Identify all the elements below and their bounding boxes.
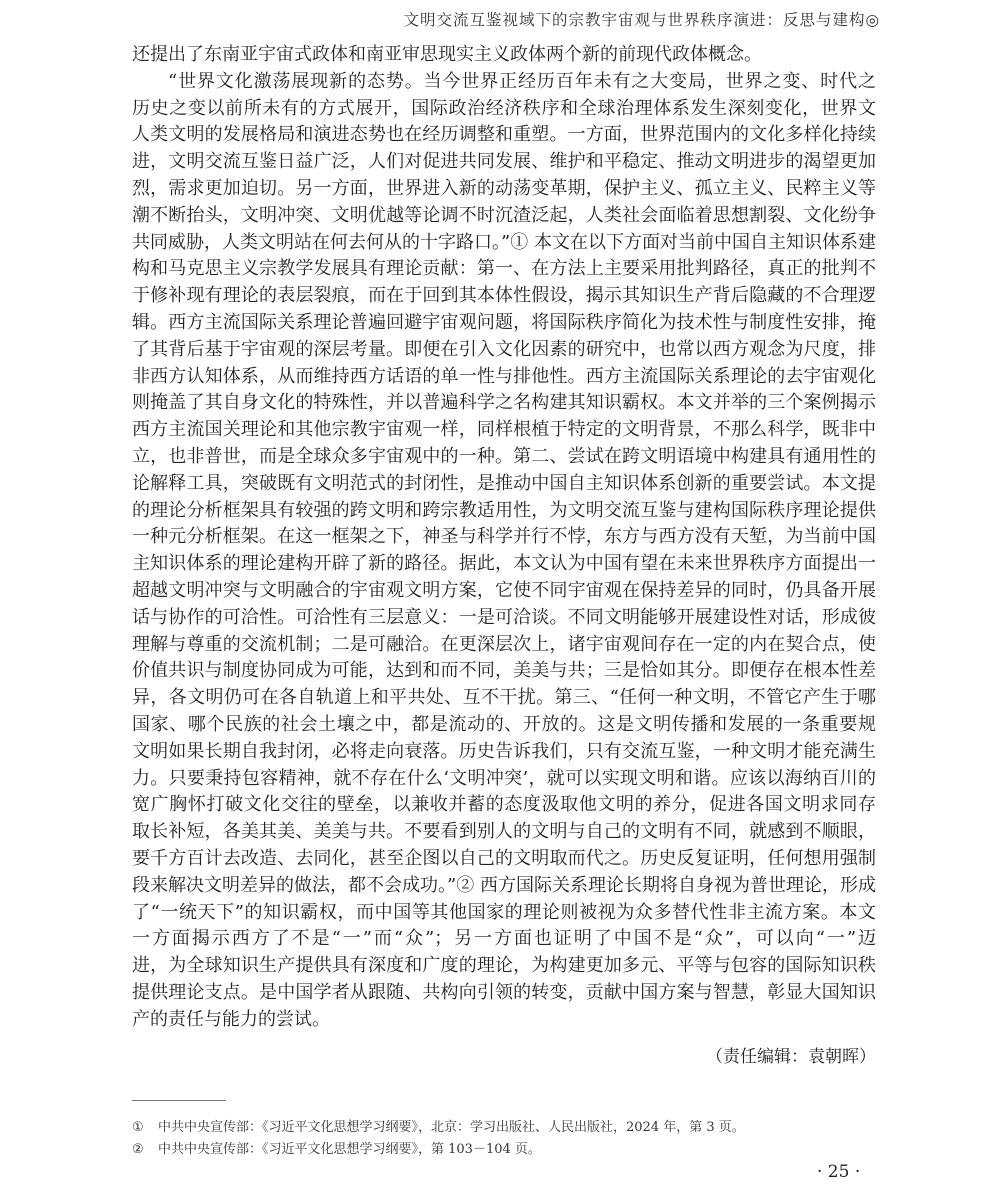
text-line: 提供理论支点。是中国学者从跟随、共构向引领的转变，贡献中国方案与智慧，彰显大国知识 bbox=[132, 981, 876, 1003]
text-line: 于修补现有理论的表层裂痕，而在于回到其本体性假设，揭示其知识生产背后隐藏的不合理逻 bbox=[132, 285, 876, 307]
text-line: 宽广胸怀打破文化交往的壁垒，以兼收并蓄的态度汲取他文明的养分，促进各国文明求同存 bbox=[132, 794, 876, 816]
footnote-1 bbox=[132, 1116, 745, 1135]
text-line: 了“一统天下”的知识霸权，而中国等其他国家的理论则被视为众多替代性非主流方案。本文 bbox=[132, 901, 876, 923]
text-line: 还提出了东南亚宇宙式政体和南亚审思现实主义政体两个新的前现代政体概念。 bbox=[132, 44, 762, 65]
footnote-2 bbox=[132, 1138, 541, 1157]
text-line: 进，为全球知识生产提供具有深度和广度的理论，为构建更加多元、平等与包容的国际知识秩 bbox=[132, 955, 876, 977]
text-line: 构和马克思主义宗教学发展具有理论贡献：第一、在方法上主要采用批判路径，真正的批判不 bbox=[132, 258, 876, 280]
text-line: 历史之变以前所未有的方式展开，国际政治经济秩序和全球治理体系发生深刻变化，世界文 bbox=[132, 97, 876, 119]
text-line: 文明如果长期自我封闭，必将走向衰落。历史告诉我们，只有交流互鉴，一种文明才能充满生 bbox=[132, 740, 876, 762]
text-line: 段来解决文明差异的做法，都不会成功。”② 西方国际关系理论长期将自身视为普世理论，形成 bbox=[132, 874, 876, 896]
text-line: 取长补短，各美其美、美美与共。不要看到别人的文明与自己的文明有不同，就感到不顺眼， bbox=[132, 821, 876, 843]
text-line: 进，文明交流互鉴日益广泛，人们对促进共同发展、维护和平稳定、推动文明进步的渴望更加 bbox=[132, 151, 876, 173]
footnote-marker: ② bbox=[132, 1142, 144, 1157]
text-line: 异，各文明仍可在各自轨道上和平共处、互不干扰。第三、“任何一种文明，不管它产生于哪 bbox=[132, 687, 876, 709]
text-line: 非西方认知体系，从而维持西方话语的单一性与排他性。西方主流国际关系理论的去宇宙观化 bbox=[132, 365, 876, 387]
text-line: 潮不断抬头，文明冲突、文明优越等论调不时沉渣泛起，人类社会面临着思想割裂、文化纷争 bbox=[132, 204, 876, 226]
text-line: 一种元分析框架。在这一框架之下，神圣与科学并行不悖，东方与西方没有天堑，为当前中国 bbox=[132, 526, 876, 548]
text-line: 共同威胁，人类文明站在何去何从的十字路口。”① 本文在以下方面对当前中国自主知识体系建 bbox=[132, 231, 876, 253]
footnote-text: 中共中央宣传部：《习近平文化思想学习纲要》，北京：学习出版社、人民出版社，2024 年，第 3 页。 bbox=[158, 1120, 745, 1135]
footnote-divider bbox=[132, 1100, 226, 1101]
text-line: 西方主流国关理论和其他宗教宇宙观一样，同样根植于特定的文明背景，不那么科学，既非中 bbox=[132, 419, 876, 441]
text-line: 人类文明的发展格局和演进态势也在经历调整和重塑。一方面，世界范围内的文化多样化持续 bbox=[132, 124, 876, 146]
body-text bbox=[132, 42, 876, 1033]
text-line: 话与协作的可洽性。可洽性有三层意义：一是可洽谈。不同文明能够开展建设性对话，形成彼 bbox=[132, 606, 876, 628]
page-number: · 25 · bbox=[817, 1162, 861, 1182]
editor-note: （责任编辑：袁朝晖） bbox=[706, 1047, 876, 1067]
text-line: 价值共识与制度协同成为可能，达到和而不同，美美与共；三是恰如其分。即便存在根本性差 bbox=[132, 660, 876, 682]
text-line: 理解与尊重的交流机制；二是可融洽。在更深层次上，诸宇宙观间存在一定的内在契合点，使 bbox=[132, 633, 876, 655]
text-line: 产的责任与能力的尝试。 bbox=[132, 1008, 330, 1030]
text-line: 一方面揭示西方了不是“一”而“众”；另一方面也证明了中国不是“众”，可以向“一”迈 bbox=[132, 928, 876, 950]
footnote-marker: ① bbox=[132, 1120, 144, 1135]
text-line: 了其背后基于宇宙观的深层考量。即便在引入文化因素的研究中，也常以西方观念为尺度，排 bbox=[132, 338, 876, 360]
text-line: 论解释工具，突破既有文明范式的封闭性，是推动中国自主知识体系创新的重要尝试。本文提 bbox=[132, 472, 876, 494]
text-line: 的理论分析框架具有较强的跨文明和跨宗教适用性，为文明交流互鉴与建构国际秩序理论提供 bbox=[132, 499, 876, 521]
text-line: 烈，需求更加迫切。另一方面，世界进入新的动荡变革期，保护主义、孤立主义、民粹主义等 bbox=[132, 177, 876, 199]
text-line: 要千方百计去改造、去同化，甚至企图以自己的文明取而代之。历史反复证明，任何想用强制 bbox=[132, 847, 876, 869]
text-line: 主知识体系的理论建构开辟了新的路径。据此，本文认为中国有望在未来世界秩序方面提出一 bbox=[132, 553, 876, 575]
running-header: 文明交流互鉴视域下的宗教宇宙观与世界秩序演进：反思与建构◎ bbox=[403, 11, 880, 29]
text-line: 立，也非普世，而是全球众多宇宙观中的一种。第二、尝试在跨文明语境中构建具有通用性的 bbox=[132, 445, 876, 467]
text-line: 则掩盖了其自身文化的特殊性，并以普遍科学之名构建其知识霸权。本文并举的三个案例揭示 bbox=[132, 392, 876, 414]
footnote-text: 中共中央宣传部：《习近平文化思想学习纲要》，第 103－104 页。 bbox=[158, 1142, 541, 1157]
text-line: 国家、哪个民族的社会土壤之中，都是流动的、开放的。这是文明传播和发展的一条重要规 bbox=[132, 713, 876, 735]
text-line: “世界文化激荡展现新的态势。当今世界正经历百年未有之大变局，世界之变、时代之 bbox=[168, 70, 876, 92]
text-line: 辑。西方主流国际关系理论普遍回避宇宙观问题，将国际秩序简化为技术性与制度性安排，掩 bbox=[132, 311, 876, 333]
text-line: 超越文明冲突与文明融合的宇宙观文明方案，它使不同宇宙观在保持差异的同时，仍具备开展 bbox=[132, 579, 876, 601]
text-line: 力。只要秉持包容精神，就不存在什么‘文明冲突’，就可以实现文明和谐。应该以海纳百川的 bbox=[132, 767, 876, 789]
